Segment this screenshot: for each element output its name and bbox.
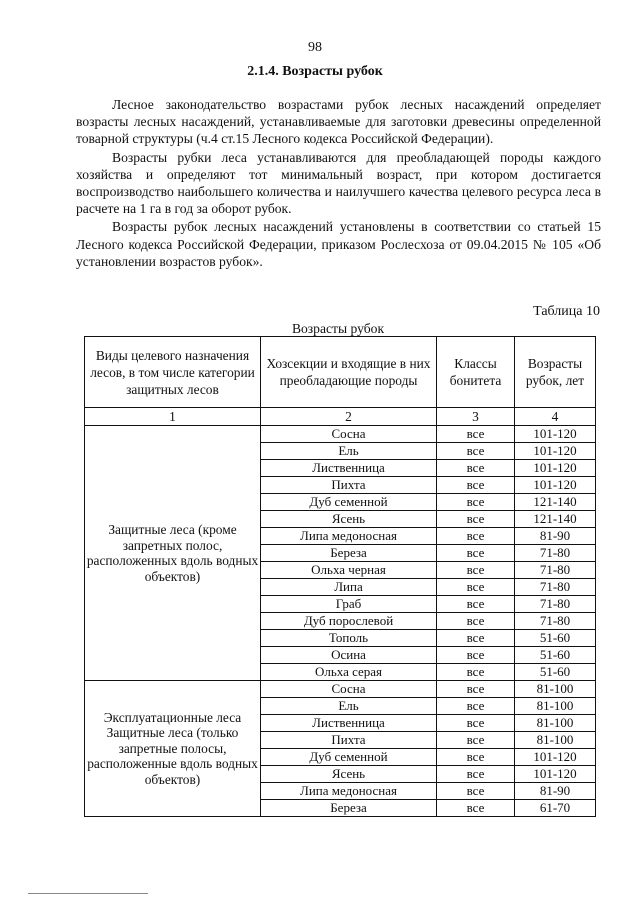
cutting-age-cell: 71-80 [515,579,596,596]
site-class-cell: все [437,647,515,664]
species-cell: Ель [261,698,437,715]
species-cell: Дуб семенной [261,749,437,766]
species-cell: Дуб порослевой [261,613,437,630]
header-cutting-age: Возрасты рубок, лет [515,337,596,408]
table-caption: Возрасты рубок [291,321,385,336]
site-class-cell: все [437,596,515,613]
site-class-cell: все [437,749,515,766]
table-body [85,426,596,817]
species-cell: Ольха серая [261,664,437,681]
cutting-age-cell: 51-60 [515,664,596,681]
cutting-age-cell: 81-100 [515,715,596,732]
column-number: 4 [515,408,596,426]
site-class-cell: все [437,766,515,783]
column-number: 2 [261,408,437,426]
body-text [76,96,601,271]
species-cell: Липа медоносная [261,783,437,800]
site-class-cell: все [437,460,515,477]
page-number: 98 [308,40,322,55]
species-cell: Ольха черная [261,562,437,579]
site-class-cell: все [437,477,515,494]
cutting-age-cell: 101-120 [515,477,596,494]
cutting-age-cell: 71-80 [515,562,596,579]
cutting-age-cell: 101-120 [515,426,596,443]
cutting-age-cell: 101-120 [515,749,596,766]
species-cell: Лиственница [261,715,437,732]
header-forest-purpose: Виды целевого назначения лесов, в том числе категории защитных лесов [85,337,261,408]
cutting-age-cell: 71-80 [515,613,596,630]
site-class-cell: все [437,443,515,460]
site-class-cell: все [437,664,515,681]
species-cell: Дуб семенной [261,494,437,511]
cutting-age-cell: 81-100 [515,732,596,749]
site-class-cell: все [437,681,515,698]
site-class-cell: все [437,528,515,545]
species-cell: Ясень [261,766,437,783]
cutting-age-cell: 101-120 [515,766,596,783]
table-label: Таблица 10 [533,304,600,319]
site-class-cell: все [437,698,515,715]
site-class-cell: все [437,732,515,749]
header-species: Хозсекции и входящие в них преобладающие породы [261,337,437,408]
site-class-cell: все [437,545,515,562]
species-cell: Граб [261,596,437,613]
species-cell: Береза [261,545,437,562]
cutting-age-cell: 101-120 [515,443,596,460]
cutting-age-cell: 51-60 [515,630,596,647]
species-cell: Лиственница [261,460,437,477]
site-class-cell: все [437,613,515,630]
cutting-age-cell: 81-90 [515,528,596,545]
table-row [85,426,596,443]
species-cell: Пихта [261,732,437,749]
cutting-age-cell: 71-80 [515,596,596,613]
cutting-ages-table [84,336,596,817]
species-cell: Сосна [261,681,437,698]
species-cell: Осина [261,647,437,664]
column-number-row [85,408,596,426]
species-cell: Ель [261,443,437,460]
site-class-cell: все [437,800,515,817]
species-cell: Ясень [261,511,437,528]
column-number: 1 [85,408,261,426]
site-class-cell: все [437,562,515,579]
table-header-row [85,337,596,408]
site-class-cell: все [437,426,515,443]
cutting-age-cell: 81-100 [515,681,596,698]
site-class-cell: все [437,579,515,596]
cutting-age-cell: 81-90 [515,783,596,800]
header-site-class: Классы бонитета [437,337,515,408]
site-class-cell: все [437,511,515,528]
forest-purpose-cell: Защитные леса (кроме запретных полос, расположенных вдоль водных объектов) [85,426,261,681]
species-cell: Пихта [261,477,437,494]
forest-purpose-cell: Эксплуатационные леса Защитные леса (только запретные полосы, расположенные вдоль водных объектов) [85,681,261,817]
species-cell: Липа медоносная [261,528,437,545]
species-cell: Липа [261,579,437,596]
site-class-cell: все [437,494,515,511]
cutting-age-cell: 121-140 [515,494,596,511]
cutting-age-cell: 81-100 [515,698,596,715]
species-cell: Сосна [261,426,437,443]
cutting-age-cell: 71-80 [515,545,596,562]
paragraph: Возрасты рубки леса устанавливаются для преобладающей породы каждого хозяйства и определяют тот минимальный возраст, при котором достигается воспроизводство наибольшего количества и наилучшего качества целевого ресурса леса в расчете на 1 га в год за оборот рубок. [76,149,601,217]
site-class-cell: все [437,630,515,647]
table-row [85,681,596,698]
cutting-age-cell: 61-70 [515,800,596,817]
cutting-age-cell: 101-120 [515,460,596,477]
paragraph: Лесное законодательство возрастами рубок лесных насаждений определяет возрасты лесных насаждений, устанавливаемые для заготовки древесины определенной товарной структуры (ч.4 ст.15 Лесного кодекса Российской Федерации). [76,97,601,147]
site-class-cell: все [437,715,515,732]
site-class-cell: все [437,783,515,800]
column-number: 3 [437,408,515,426]
footer-rule [28,893,148,894]
cutting-age-cell: 121-140 [515,511,596,528]
paragraph: Возрасты рубок лесных насаждений установлены в соответствии со статьей 15 Лесного кодекса Российской Федерации, приказом Рослесхоза от 09.04.2015 № 105 «Об установлении возрастов рубок». [76,219,601,269]
species-cell: Береза [261,800,437,817]
species-cell: Тополь [261,630,437,647]
section-heading: 2.1.4. Возрасты рубок [247,64,383,79]
cutting-age-cell: 51-60 [515,647,596,664]
